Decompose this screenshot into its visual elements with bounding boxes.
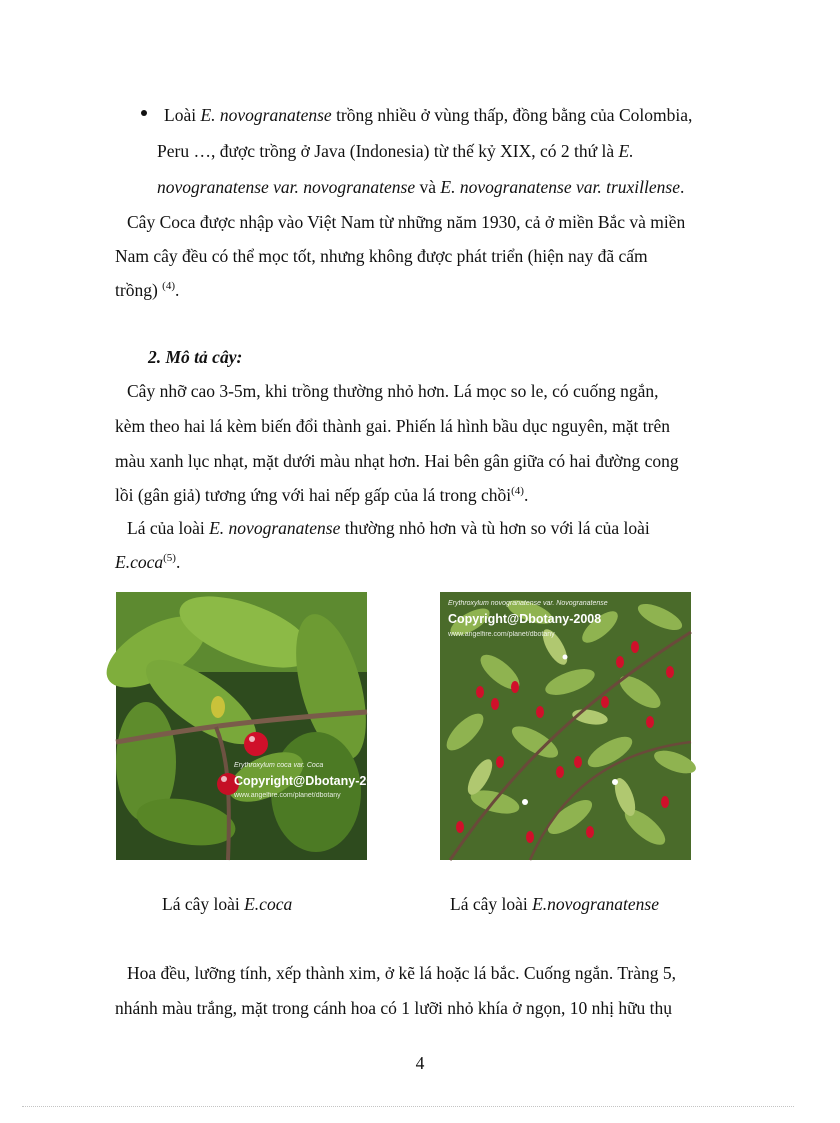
paragraph-1-line-3: trồng) $^{(4)}$. (115, 280, 180, 300)
coca-leaf-illustration (116, 592, 367, 860)
photo-copyright: Copyright@Dbotany-2008 (234, 774, 388, 788)
section-heading: 2. Mô tả cây: (148, 347, 243, 367)
reference-marker: (4) (162, 280, 175, 292)
bullet-icon (141, 110, 147, 116)
reference-marker: (5) (163, 552, 176, 564)
reference-marker: (4) (511, 485, 524, 497)
paragraph-2-line-4: lồi (gân giả) tương ứng với hai nếp gấp của lá trong chồi$^{(4)}$. (115, 485, 529, 505)
photo-species-label: Erythroxylum coca var. Coca (234, 762, 324, 769)
figure-caption-coca: Lá cây loài E.coca (162, 894, 293, 914)
paragraph-1-line-1: Cây Coca được nhập vào Việt Nam từ những năm 1930, cả ở miền Bắc và miền (127, 212, 686, 232)
paragraph-1-line-2: Nam cây đều có thể mọc tốt, nhưng không được phát triển (hiện nay đã cấm (115, 246, 648, 266)
paragraph-2-line-2: kèm theo hai lá kèm biến đổi thành gai. Phiến lá hình bầu dục nguyên, mặt trên (115, 416, 671, 436)
page-number: 4 (415, 1053, 425, 1073)
paragraph-4-line-2: nhánh màu trắng, mặt trong cánh hoa có 1 lưỡi nhỏ khía ở ngọn, 10 nhị hữu thụ (115, 998, 673, 1018)
photo-url: www.angelfire.com/planet/dbotany (234, 792, 341, 799)
paragraph-2-line-1: Cây nhỡ cao 3-5m, khi trồng thường nhỏ hơn. Lá mọc so le, có cuống ngắn, (127, 381, 659, 401)
photo-url: www.angelfire.com/planet/dbotany (448, 631, 555, 638)
paragraph-4-line-1: Hoa đều, lưỡng tính, xếp thành xim, ở kẽ lá hoặc lá bắc. Cuống ngắn. Tràng 5, (127, 963, 677, 983)
photo-species-label: Erythroxylum novogranatense var. Novogranatense (448, 600, 608, 607)
bullet-line-2: Peru …, được trồng ở Java (Indonesia) từ thế kỷ XIX, có 2 thứ là E. (157, 141, 634, 161)
paragraph-3-line-1: Lá của loài E. novogranatense thường nhỏ hơn và tù hơn so với lá của loài (127, 518, 650, 538)
page-divider (22, 1106, 794, 1107)
novogranatense-leaf-photo (440, 592, 691, 860)
bullet-line-3: novogranatense var. novogranatense và E. novogranatense var. truxillense. (157, 177, 685, 197)
coca-leaf-photo (116, 592, 388, 860)
figure-caption-novogranatense: Lá cây loài E.novogranatense (450, 894, 659, 914)
photo-copyright: Copyright@Dbotany-2008 (448, 612, 602, 626)
bullet-line-1: Loài E. novogranatense trồng nhiều ở vùng thấp, đồng bằng của Colombia, (164, 105, 693, 125)
paragraph-3-line-2: E.coca$^{(5)}$. (115, 552, 181, 572)
paragraph-2-line-3: màu xanh lục nhạt, mặt dưới màu nhạt hơn. Hai bên gân giữa có hai đường cong (115, 451, 679, 471)
